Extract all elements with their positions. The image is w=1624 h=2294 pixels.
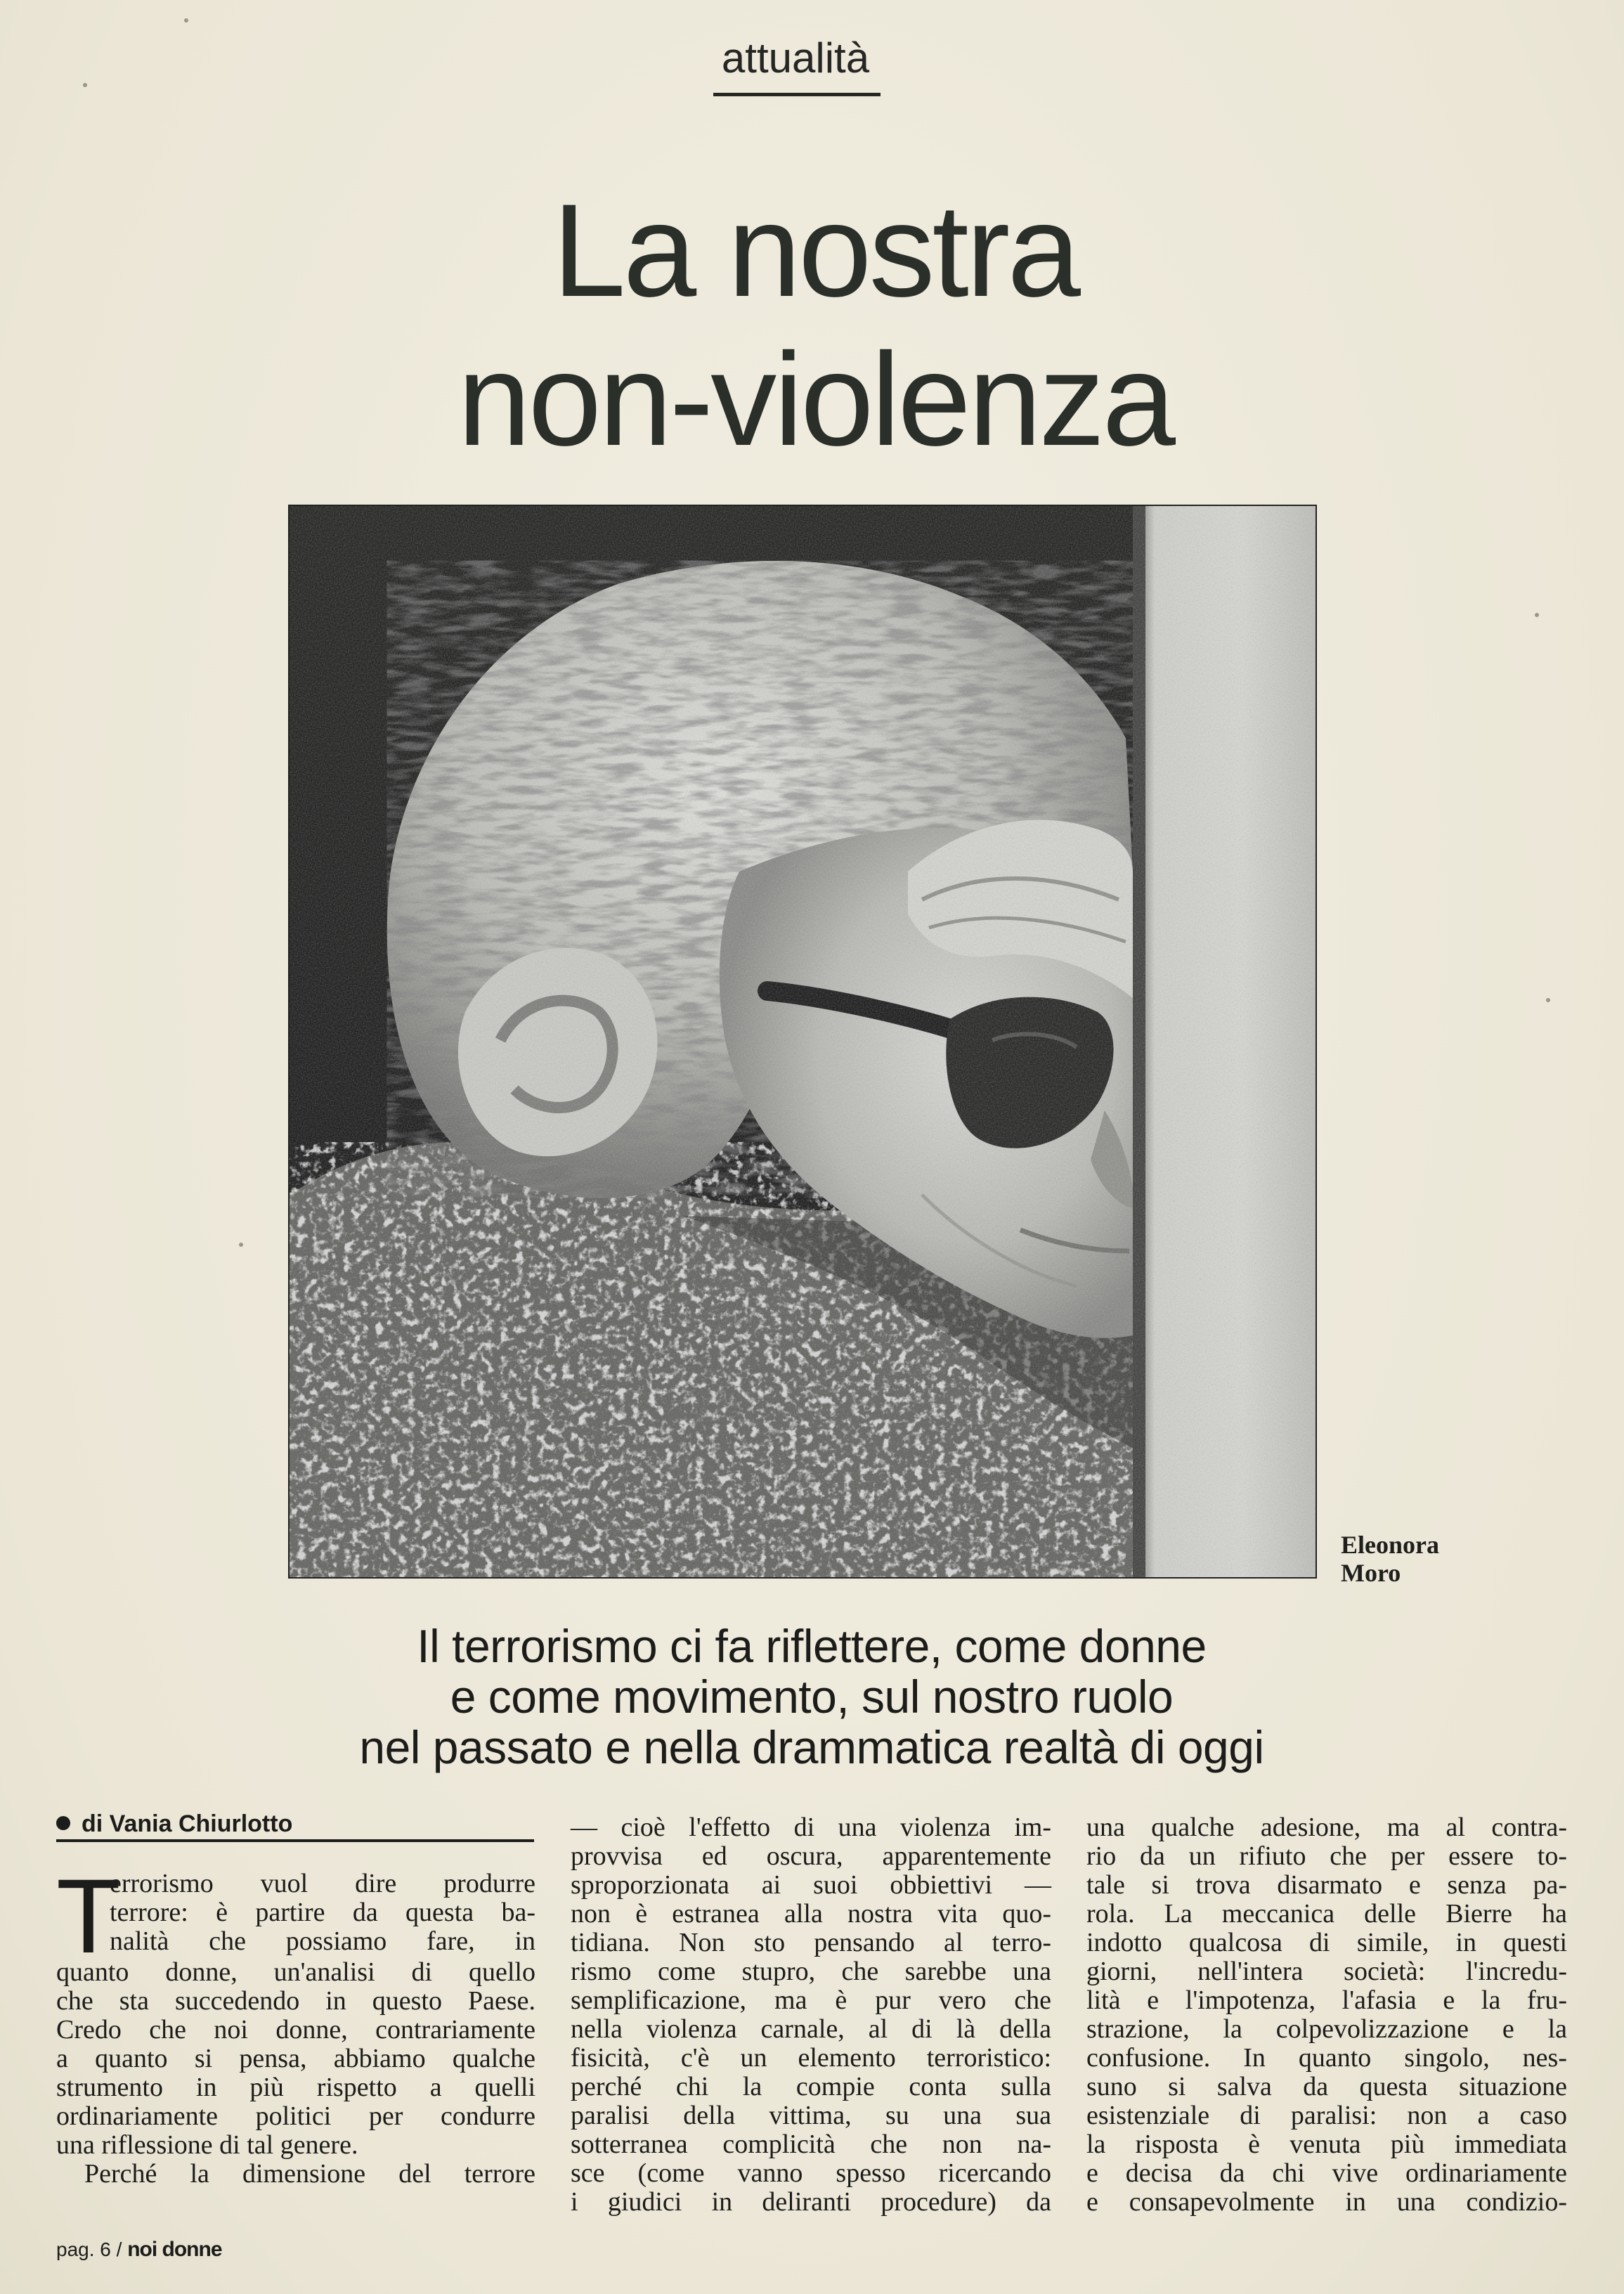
print-speck (83, 83, 87, 87)
portrait-image (290, 506, 1316, 1577)
column-line: Perché la dimensione del terrore (84, 2159, 535, 2189)
article-column-3 (1086, 1813, 1567, 2217)
byline-author: di Vania Chiurlotto (82, 1810, 293, 1837)
column-line: semplificazione, ma è pur vero che (571, 1985, 1051, 2015)
column-line: confusione. In quanto singolo, nes- (1086, 2043, 1567, 2073)
column-line: a quanto si pensa, abbiamo qualche (56, 2044, 535, 2073)
column-line: tale si trova disarmato e senza pa- (1086, 1870, 1567, 1900)
drop-cap: T (56, 1857, 121, 1975)
print-speck (1546, 998, 1550, 1002)
column-line: Credo che noi donne, contrariamente (56, 2015, 535, 2044)
column-line: ordinariamente politici per condurre (56, 2101, 535, 2131)
subhead-line-2: e come movimento, sul nostro ruolo (450, 1671, 1174, 1723)
column-line: e decisa da chi vive ordinariamente (1086, 2158, 1567, 2188)
column-line: provvisa ed oscura, apparentemente (571, 1841, 1051, 1871)
column-line: terrore: è partire da questa ba- (110, 1898, 535, 1927)
column-line: — cioè l'effetto di una violenza im- (571, 1813, 1051, 1842)
column-line: lità e l'impotenza, l'afasia e la fru- (1086, 1985, 1567, 2015)
article-column-2 (571, 1813, 1051, 2217)
section-label: attualità (721, 34, 870, 82)
column-line: giorni, nell'intera società: l'incredu- (1086, 1957, 1567, 1986)
print-speck (239, 1243, 243, 1247)
column-line: perché chi la compie conta sulla (571, 2072, 1051, 2101)
column-line: non è estranea alla nostra vita quo- (571, 1899, 1051, 1929)
portrait-photo (288, 505, 1317, 1579)
subhead-line-1: Il terrorismo ci fa riflettere, come donne (417, 1620, 1207, 1672)
column-line: quanto donne, un'analisi di quello (56, 1957, 535, 1987)
photo-caption (1341, 1531, 1495, 1587)
print-speck (1535, 613, 1539, 617)
column-line: suno si salva da questa situazione (1086, 2072, 1567, 2101)
print-speck (184, 18, 188, 22)
headline-line-1: La nostra (552, 176, 1078, 324)
column-line: strumento in più rispetto a quelli (56, 2073, 535, 2102)
column-line: esistenziale di paralisi: non a caso (1086, 2101, 1567, 2130)
column-line: indotto qualcosa di simile, in questi (1086, 1928, 1567, 1957)
magazine-name: noi donne (127, 2238, 222, 2261)
column-line: che sta succedendo in questo Paese. (56, 1986, 535, 2016)
column-line: e consapevolmente in una condizio- (1086, 2187, 1567, 2217)
article-column-1 (56, 1857, 535, 2189)
column-line: strazione, la colpevolizzazione e la (1086, 2014, 1567, 2044)
headline (281, 176, 1349, 474)
column-line: sce (come vanno spesso ricercando (571, 2158, 1051, 2188)
column-line: rio da un rifiuto che per essere to- (1086, 1841, 1567, 1871)
page-number: pag. 6 (56, 2238, 111, 2260)
caption-first-name: Eleonora (1341, 1531, 1439, 1559)
caption-last-name: Moro (1341, 1559, 1401, 1587)
column-line: una qualche adesione, ma al contra- (1086, 1813, 1567, 1842)
footer-separator: / (116, 2238, 122, 2260)
column-line: rismo come stupro, che sarebbe una (571, 1957, 1051, 1986)
subhead-line-3: nel passato e nella drammatica realtà di oggi (359, 1721, 1264, 1773)
section-rule (713, 93, 881, 96)
column-line: una riflessione di tal genere. (56, 2130, 358, 2160)
column-line: errorismo vuol dire produrre (110, 1869, 535, 1898)
column-line: tidiana. Non sto pensando al terro- (571, 1928, 1051, 1957)
column-line: nalità che possiamo fare, in (110, 1926, 535, 1956)
column-line: i giudici in deliranti procedure) da (571, 2187, 1051, 2217)
column-line: fisicità, c'è un elemento terroristico: (571, 2043, 1051, 2073)
byline-rule (56, 1839, 534, 1842)
column-line: sotterranea complicità che non na- (571, 2130, 1051, 2159)
column-line: nella violenza carnale, al di là della (571, 2014, 1051, 2044)
column-line: sproporzionata ai suoi obbiettivi — (571, 1870, 1051, 1900)
headline-line-2: non-violenza (457, 325, 1174, 473)
page-footer (56, 2238, 222, 2262)
bullet-icon (56, 1816, 70, 1830)
subheadline (260, 1621, 1363, 1773)
column-line: rola. La meccanica delle Bierre ha (1086, 1899, 1567, 1929)
column-line: paralisi della vittima, su una sua (571, 2101, 1051, 2130)
column-line: la risposta è venuta più immediata (1086, 2130, 1567, 2159)
